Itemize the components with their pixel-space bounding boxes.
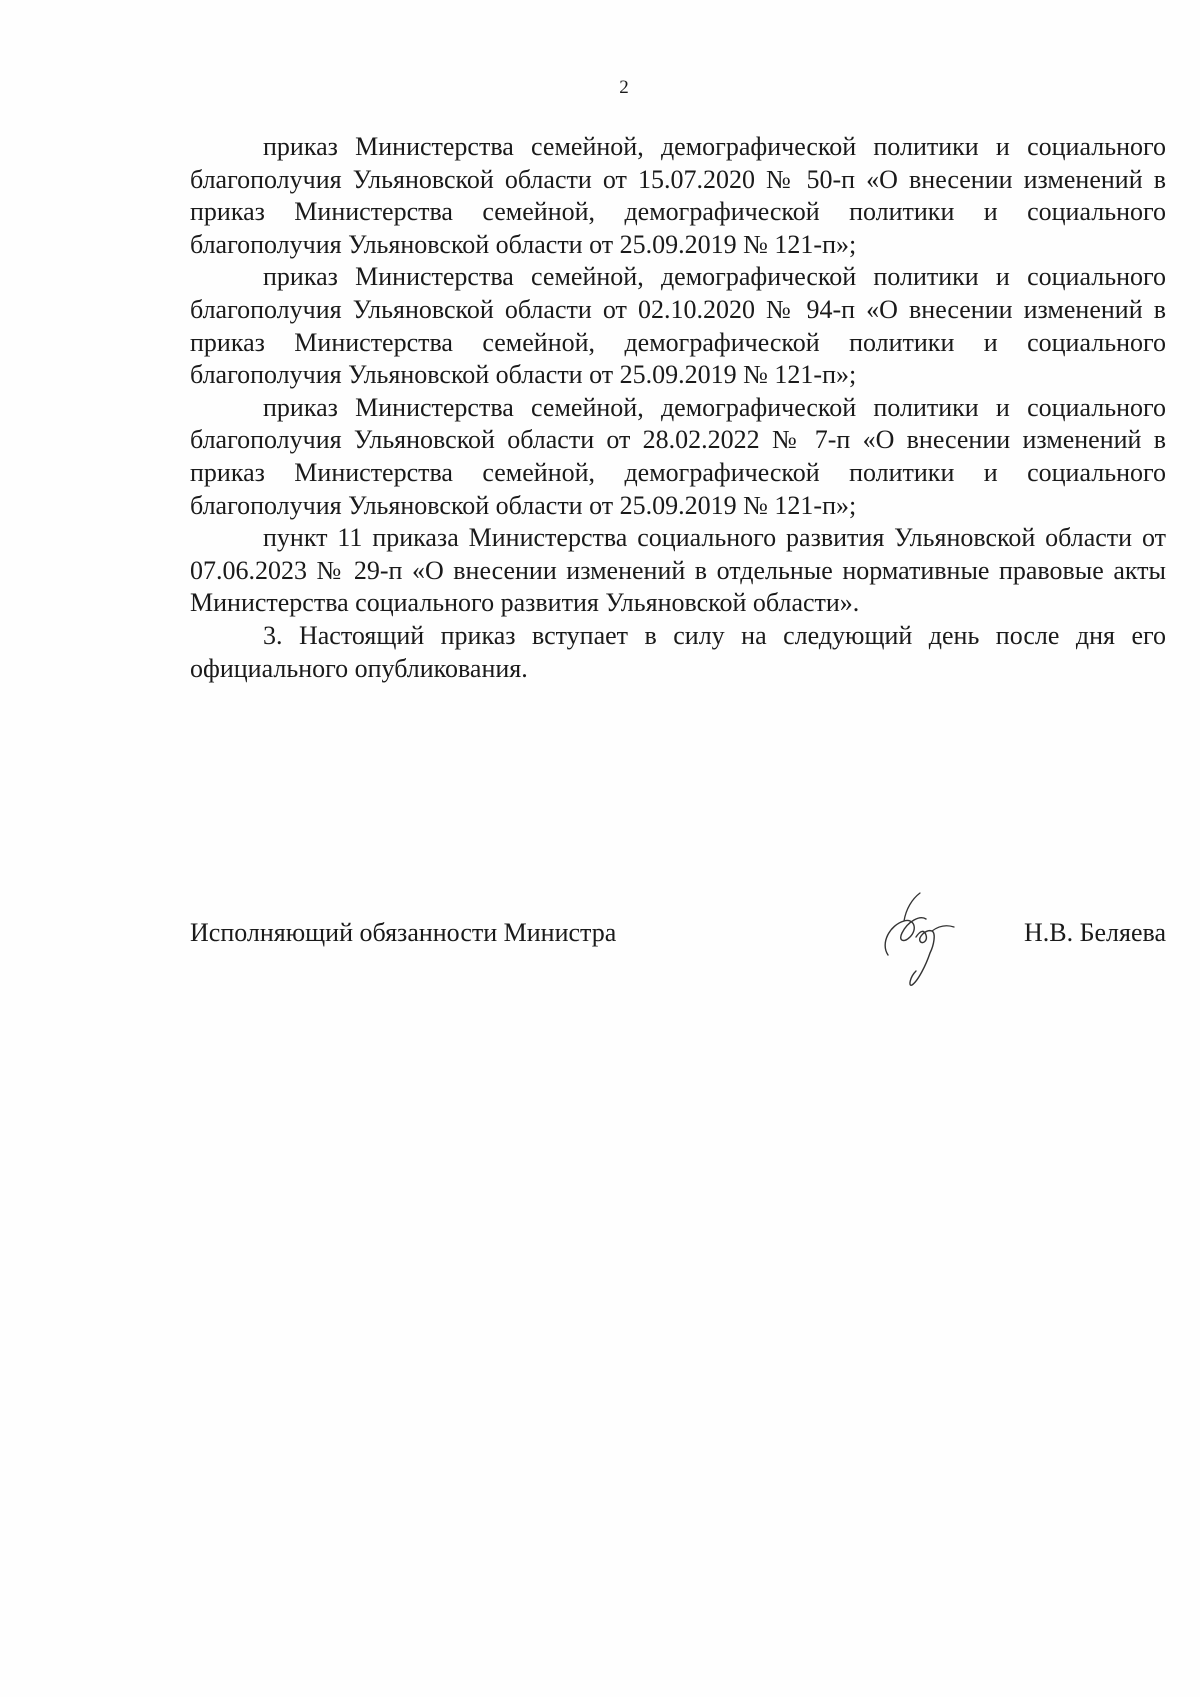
paragraph-repealed-order-2: приказ Министерства семейной, демографической политики и социального благополучия Ульяновской области от 02.10.2020 № 94-п «О внесении изменений в приказ Министерства семейной, демографической политики и социального благополучия Ульяновской области от 25.09.2019 № 121-п»; <box>190 262 1166 390</box>
handwritten-signature <box>860 885 970 995</box>
document-body <box>190 131 1166 685</box>
paragraph-repealed-clause: пункт 11 приказа Министерства социального развития Ульяновской области от 07.06.2023 № 29-п «О внесении изменений в отдельные нормативные правовые акты Министерства социального развития Ульяновской области». <box>190 523 1166 618</box>
signatory-name: Н.В. Беляева <box>1023 918 1166 947</box>
signatory-role: Исполняющий обязанности Министра <box>190 918 617 947</box>
signature-block <box>190 885 1166 995</box>
paragraph-repealed-order-3: приказ Министерства семейной, демографической политики и социального благополучия Ульяновской области от 28.02.2022 № 7-п «О внесении изменений в приказ Министерства семейной, демографической политики и социального благополучия Ульяновской области от 25.09.2019 № 121-п»; <box>190 392 1166 520</box>
paragraph-effective-date: 3. Настоящий приказ вступает в силу на следующий день после дня его официального опубликования. <box>190 620 1166 683</box>
page-number: 2 <box>619 77 629 98</box>
paragraph-repealed-order-1: приказ Министерства семейной, демографической политики и социального благополучия Ульяновской области от 15.07.2020 № 50-п «О внесении изменений в приказ Министерства семейной, демографической политики и социального благополучия Ульяновской области от 25.09.2019 № 121-п»; <box>190 132 1166 259</box>
